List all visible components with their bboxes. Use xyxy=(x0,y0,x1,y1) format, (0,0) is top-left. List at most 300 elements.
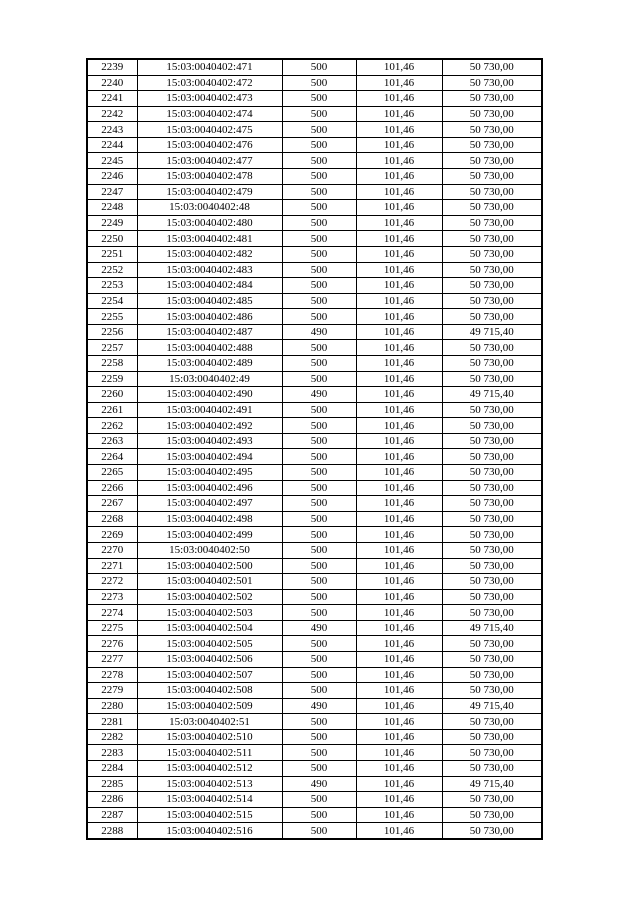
cadastral-number-cell: 15:03:0040402:503 xyxy=(137,605,282,621)
total-cell: 50 730,00 xyxy=(442,355,542,371)
total-cell: 50 730,00 xyxy=(442,651,542,667)
table-row xyxy=(87,807,542,823)
cadastral-number-cell: 15:03:0040402:495 xyxy=(137,465,282,481)
table-row xyxy=(87,231,542,247)
area-cell: 490 xyxy=(282,387,356,403)
cadastral-number-cell: 15:03:0040402:504 xyxy=(137,620,282,636)
area-cell: 500 xyxy=(282,683,356,699)
total-cell: 50 730,00 xyxy=(442,589,542,605)
table-row xyxy=(87,496,542,512)
cadastral-number-cell: 15:03:0040402:487 xyxy=(137,324,282,340)
price-cell: 101,46 xyxy=(356,324,442,340)
price-cell: 101,46 xyxy=(356,293,442,309)
area-cell: 500 xyxy=(282,667,356,683)
price-cell: 101,46 xyxy=(356,278,442,294)
total-cell: 50 730,00 xyxy=(442,106,542,122)
cadastral-number-cell: 15:03:0040402:516 xyxy=(137,823,282,839)
price-cell: 101,46 xyxy=(356,153,442,169)
price-cell: 101,46 xyxy=(356,574,442,590)
total-cell: 50 730,00 xyxy=(442,309,542,325)
row-number-cell: 2262 xyxy=(87,418,137,434)
area-cell: 500 xyxy=(282,340,356,356)
price-cell: 101,46 xyxy=(356,698,442,714)
area-cell: 500 xyxy=(282,449,356,465)
row-number-cell: 2267 xyxy=(87,496,137,512)
total-cell: 50 730,00 xyxy=(442,527,542,543)
total-cell: 50 730,00 xyxy=(442,91,542,107)
total-cell: 50 730,00 xyxy=(442,465,542,481)
cadastral-number-cell: 15:03:0040402:508 xyxy=(137,683,282,699)
total-cell: 50 730,00 xyxy=(442,574,542,590)
total-cell: 50 730,00 xyxy=(442,480,542,496)
cadastral-number-cell: 15:03:0040402:512 xyxy=(137,761,282,777)
cadastral-number-cell: 15:03:0040402:501 xyxy=(137,574,282,590)
area-cell: 500 xyxy=(282,527,356,543)
price-cell: 101,46 xyxy=(356,169,442,185)
row-number-cell: 2249 xyxy=(87,215,137,231)
row-number-cell: 2263 xyxy=(87,433,137,449)
total-cell: 50 730,00 xyxy=(442,278,542,294)
table-row xyxy=(87,714,542,730)
price-cell: 101,46 xyxy=(356,558,442,574)
cadastral-number-cell: 15:03:0040402:483 xyxy=(137,262,282,278)
total-cell: 50 730,00 xyxy=(442,59,542,75)
table-row xyxy=(87,558,542,574)
cadastral-number-cell: 15:03:0040402:51 xyxy=(137,714,282,730)
price-cell: 101,46 xyxy=(356,589,442,605)
area-cell: 500 xyxy=(282,59,356,75)
area-cell: 500 xyxy=(282,75,356,91)
row-number-cell: 2245 xyxy=(87,153,137,169)
cadastral-number-cell: 15:03:0040402:476 xyxy=(137,137,282,153)
cadastral-number-cell: 15:03:0040402:488 xyxy=(137,340,282,356)
area-cell: 500 xyxy=(282,729,356,745)
total-cell: 50 730,00 xyxy=(442,137,542,153)
cadastral-number-cell: 15:03:0040402:484 xyxy=(137,278,282,294)
area-cell: 500 xyxy=(282,200,356,216)
price-cell: 101,46 xyxy=(356,200,442,216)
row-number-cell: 2276 xyxy=(87,636,137,652)
table-row xyxy=(87,246,542,262)
row-number-cell: 2243 xyxy=(87,122,137,138)
price-cell: 101,46 xyxy=(356,480,442,496)
table-row xyxy=(87,761,542,777)
table-row xyxy=(87,745,542,761)
total-cell: 50 730,00 xyxy=(442,200,542,216)
row-number-cell: 2266 xyxy=(87,480,137,496)
total-cell: 49 715,40 xyxy=(442,387,542,403)
total-cell: 50 730,00 xyxy=(442,122,542,138)
price-cell: 101,46 xyxy=(356,807,442,823)
price-cell: 101,46 xyxy=(356,823,442,839)
row-number-cell: 2261 xyxy=(87,402,137,418)
price-cell: 101,46 xyxy=(356,776,442,792)
total-cell: 50 730,00 xyxy=(442,246,542,262)
row-number-cell: 2251 xyxy=(87,246,137,262)
price-cell: 101,46 xyxy=(356,387,442,403)
total-cell: 50 730,00 xyxy=(442,293,542,309)
row-number-cell: 2286 xyxy=(87,792,137,808)
total-cell: 50 730,00 xyxy=(442,636,542,652)
table-row xyxy=(87,418,542,434)
area-cell: 500 xyxy=(282,465,356,481)
table-row xyxy=(87,449,542,465)
area-cell: 500 xyxy=(282,511,356,527)
area-cell: 500 xyxy=(282,651,356,667)
cadastral-number-cell: 15:03:0040402:489 xyxy=(137,355,282,371)
price-cell: 101,46 xyxy=(356,433,442,449)
table-row xyxy=(87,324,542,340)
price-cell: 101,46 xyxy=(356,309,442,325)
cadastral-number-cell: 15:03:0040402:48 xyxy=(137,200,282,216)
price-cell: 101,46 xyxy=(356,449,442,465)
row-number-cell: 2265 xyxy=(87,465,137,481)
cadastral-number-cell: 15:03:0040402:496 xyxy=(137,480,282,496)
row-number-cell: 2284 xyxy=(87,761,137,777)
row-number-cell: 2242 xyxy=(87,106,137,122)
area-cell: 490 xyxy=(282,698,356,714)
table-row xyxy=(87,293,542,309)
row-number-cell: 2270 xyxy=(87,542,137,558)
cadastral-number-cell: 15:03:0040402:471 xyxy=(137,59,282,75)
table-row xyxy=(87,605,542,621)
price-cell: 101,46 xyxy=(356,714,442,730)
price-cell: 101,46 xyxy=(356,729,442,745)
table-body xyxy=(87,59,542,839)
total-cell: 50 730,00 xyxy=(442,761,542,777)
table-row xyxy=(87,636,542,652)
area-cell: 500 xyxy=(282,215,356,231)
cadastral-number-cell: 15:03:0040402:50 xyxy=(137,542,282,558)
area-cell: 500 xyxy=(282,184,356,200)
area-cell: 500 xyxy=(282,636,356,652)
cadastral-number-cell: 15:03:0040402:491 xyxy=(137,402,282,418)
row-number-cell: 2250 xyxy=(87,231,137,247)
price-cell: 101,46 xyxy=(356,231,442,247)
row-number-cell: 2244 xyxy=(87,137,137,153)
cadastral-number-cell: 15:03:0040402:486 xyxy=(137,309,282,325)
area-cell: 500 xyxy=(282,761,356,777)
row-number-cell: 2274 xyxy=(87,605,137,621)
area-cell: 500 xyxy=(282,558,356,574)
total-cell: 49 715,40 xyxy=(442,776,542,792)
table-row xyxy=(87,387,542,403)
area-cell: 490 xyxy=(282,324,356,340)
row-number-cell: 2287 xyxy=(87,807,137,823)
row-number-cell: 2280 xyxy=(87,698,137,714)
total-cell: 50 730,00 xyxy=(442,807,542,823)
cadastral-number-cell: 15:03:0040402:500 xyxy=(137,558,282,574)
cadastral-number-cell: 15:03:0040402:515 xyxy=(137,807,282,823)
area-cell: 500 xyxy=(282,293,356,309)
area-cell: 500 xyxy=(282,605,356,621)
total-cell: 49 715,40 xyxy=(442,698,542,714)
table-row xyxy=(87,75,542,91)
total-cell: 50 730,00 xyxy=(442,683,542,699)
area-cell: 500 xyxy=(282,792,356,808)
total-cell: 50 730,00 xyxy=(442,792,542,808)
cadastral-number-cell: 15:03:0040402:479 xyxy=(137,184,282,200)
area-cell: 500 xyxy=(282,231,356,247)
table-row xyxy=(87,542,542,558)
row-number-cell: 2288 xyxy=(87,823,137,839)
area-cell: 500 xyxy=(282,153,356,169)
table-row xyxy=(87,589,542,605)
area-cell: 500 xyxy=(282,91,356,107)
price-cell: 101,46 xyxy=(356,542,442,558)
row-number-cell: 2285 xyxy=(87,776,137,792)
table-row xyxy=(87,698,542,714)
table-row xyxy=(87,527,542,543)
cadastral-number-cell: 15:03:0040402:507 xyxy=(137,667,282,683)
total-cell: 50 730,00 xyxy=(442,433,542,449)
cadastral-number-cell: 15:03:0040402:477 xyxy=(137,153,282,169)
row-number-cell: 2258 xyxy=(87,355,137,371)
table-row xyxy=(87,184,542,200)
table-row xyxy=(87,278,542,294)
area-cell: 500 xyxy=(282,278,356,294)
total-cell: 50 730,00 xyxy=(442,729,542,745)
cadastral-number-cell: 15:03:0040402:510 xyxy=(137,729,282,745)
price-cell: 101,46 xyxy=(356,59,442,75)
table-row xyxy=(87,480,542,496)
area-cell: 500 xyxy=(282,496,356,512)
area-cell: 500 xyxy=(282,480,356,496)
cadastral-number-cell: 15:03:0040402:511 xyxy=(137,745,282,761)
price-cell: 101,46 xyxy=(356,761,442,777)
row-number-cell: 2269 xyxy=(87,527,137,543)
cadastral-number-cell: 15:03:0040402:499 xyxy=(137,527,282,543)
price-cell: 101,46 xyxy=(356,465,442,481)
price-cell: 101,46 xyxy=(356,122,442,138)
table-row xyxy=(87,823,542,839)
table-row xyxy=(87,59,542,75)
cadastral-number-cell: 15:03:0040402:49 xyxy=(137,371,282,387)
area-cell: 500 xyxy=(282,169,356,185)
row-number-cell: 2248 xyxy=(87,200,137,216)
cadastral-number-cell: 15:03:0040402:485 xyxy=(137,293,282,309)
price-cell: 101,46 xyxy=(356,340,442,356)
row-number-cell: 2252 xyxy=(87,262,137,278)
row-number-cell: 2254 xyxy=(87,293,137,309)
table-row xyxy=(87,355,542,371)
table-row xyxy=(87,792,542,808)
table-row xyxy=(87,340,542,356)
row-number-cell: 2272 xyxy=(87,574,137,590)
table-row xyxy=(87,776,542,792)
table-row xyxy=(87,91,542,107)
total-cell: 50 730,00 xyxy=(442,667,542,683)
row-number-cell: 2281 xyxy=(87,714,137,730)
cadastral-number-cell: 15:03:0040402:502 xyxy=(137,589,282,605)
cadastral-number-cell: 15:03:0040402:478 xyxy=(137,169,282,185)
table-row xyxy=(87,169,542,185)
cadastral-number-cell: 15:03:0040402:472 xyxy=(137,75,282,91)
cadastral-number-cell: 15:03:0040402:490 xyxy=(137,387,282,403)
table-row xyxy=(87,574,542,590)
price-cell: 101,46 xyxy=(356,636,442,652)
price-cell: 101,46 xyxy=(356,371,442,387)
price-cell: 101,46 xyxy=(356,651,442,667)
table-row xyxy=(87,153,542,169)
price-cell: 101,46 xyxy=(356,215,442,231)
total-cell: 50 730,00 xyxy=(442,340,542,356)
price-cell: 101,46 xyxy=(356,745,442,761)
area-cell: 500 xyxy=(282,823,356,839)
total-cell: 50 730,00 xyxy=(442,449,542,465)
total-cell: 50 730,00 xyxy=(442,511,542,527)
cadastral-number-cell: 15:03:0040402:505 xyxy=(137,636,282,652)
price-cell: 101,46 xyxy=(356,620,442,636)
row-number-cell: 2241 xyxy=(87,91,137,107)
table-row xyxy=(87,122,542,138)
row-number-cell: 2277 xyxy=(87,651,137,667)
total-cell: 50 730,00 xyxy=(442,75,542,91)
price-cell: 101,46 xyxy=(356,137,442,153)
area-cell: 500 xyxy=(282,262,356,278)
price-cell: 101,46 xyxy=(356,792,442,808)
table-row xyxy=(87,402,542,418)
area-cell: 500 xyxy=(282,745,356,761)
area-cell: 500 xyxy=(282,574,356,590)
cadastral-number-cell: 15:03:0040402:509 xyxy=(137,698,282,714)
total-cell: 50 730,00 xyxy=(442,558,542,574)
total-cell: 50 730,00 xyxy=(442,231,542,247)
total-cell: 50 730,00 xyxy=(442,153,542,169)
area-cell: 500 xyxy=(282,122,356,138)
total-cell: 50 730,00 xyxy=(442,184,542,200)
table-row xyxy=(87,262,542,278)
total-cell: 50 730,00 xyxy=(442,745,542,761)
table-row xyxy=(87,667,542,683)
price-cell: 101,46 xyxy=(356,496,442,512)
cadastral-number-cell: 15:03:0040402:492 xyxy=(137,418,282,434)
area-cell: 500 xyxy=(282,589,356,605)
area-cell: 500 xyxy=(282,807,356,823)
table-row xyxy=(87,620,542,636)
price-cell: 101,46 xyxy=(356,355,442,371)
table-row xyxy=(87,371,542,387)
table-row xyxy=(87,200,542,216)
row-number-cell: 2246 xyxy=(87,169,137,185)
row-number-cell: 2268 xyxy=(87,511,137,527)
table-row xyxy=(87,433,542,449)
total-cell: 50 730,00 xyxy=(442,169,542,185)
row-number-cell: 2278 xyxy=(87,667,137,683)
row-number-cell: 2282 xyxy=(87,729,137,745)
cadastral-number-cell: 15:03:0040402:474 xyxy=(137,106,282,122)
price-cell: 101,46 xyxy=(356,262,442,278)
table-row xyxy=(87,465,542,481)
price-cell: 101,46 xyxy=(356,106,442,122)
cadastral-number-cell: 15:03:0040402:498 xyxy=(137,511,282,527)
area-cell: 500 xyxy=(282,402,356,418)
price-cell: 101,46 xyxy=(356,683,442,699)
total-cell: 50 730,00 xyxy=(442,402,542,418)
table-row xyxy=(87,137,542,153)
total-cell: 50 730,00 xyxy=(442,823,542,839)
area-cell: 500 xyxy=(282,246,356,262)
total-cell: 50 730,00 xyxy=(442,542,542,558)
area-cell: 500 xyxy=(282,355,356,371)
row-number-cell: 2260 xyxy=(87,387,137,403)
cadastral-number-cell: 15:03:0040402:482 xyxy=(137,246,282,262)
row-number-cell: 2247 xyxy=(87,184,137,200)
area-cell: 500 xyxy=(282,106,356,122)
table-row xyxy=(87,729,542,745)
price-cell: 101,46 xyxy=(356,184,442,200)
cadastral-number-cell: 15:03:0040402:473 xyxy=(137,91,282,107)
cadastral-number-cell: 15:03:0040402:480 xyxy=(137,215,282,231)
total-cell: 50 730,00 xyxy=(442,262,542,278)
row-number-cell: 2279 xyxy=(87,683,137,699)
area-cell: 500 xyxy=(282,433,356,449)
price-cell: 101,46 xyxy=(356,667,442,683)
row-number-cell: 2264 xyxy=(87,449,137,465)
area-cell: 490 xyxy=(282,776,356,792)
area-cell: 500 xyxy=(282,714,356,730)
table-row xyxy=(87,511,542,527)
table-row xyxy=(87,215,542,231)
row-number-cell: 2257 xyxy=(87,340,137,356)
table-row xyxy=(87,106,542,122)
total-cell: 50 730,00 xyxy=(442,215,542,231)
cadastral-number-cell: 15:03:0040402:493 xyxy=(137,433,282,449)
row-number-cell: 2283 xyxy=(87,745,137,761)
row-number-cell: 2275 xyxy=(87,620,137,636)
total-cell: 50 730,00 xyxy=(442,714,542,730)
row-number-cell: 2253 xyxy=(87,278,137,294)
total-cell: 50 730,00 xyxy=(442,496,542,512)
price-cell: 101,46 xyxy=(356,75,442,91)
cadastral-number-cell: 15:03:0040402:514 xyxy=(137,792,282,808)
row-number-cell: 2256 xyxy=(87,324,137,340)
price-cell: 101,46 xyxy=(356,246,442,262)
area-cell: 500 xyxy=(282,371,356,387)
land-parcel-table xyxy=(86,58,543,840)
price-cell: 101,46 xyxy=(356,418,442,434)
cadastral-number-cell: 15:03:0040402:497 xyxy=(137,496,282,512)
table-row xyxy=(87,651,542,667)
row-number-cell: 2240 xyxy=(87,75,137,91)
total-cell: 50 730,00 xyxy=(442,605,542,621)
row-number-cell: 2259 xyxy=(87,371,137,387)
area-cell: 500 xyxy=(282,542,356,558)
price-cell: 101,46 xyxy=(356,527,442,543)
cadastral-number-cell: 15:03:0040402:481 xyxy=(137,231,282,247)
table-row xyxy=(87,683,542,699)
price-cell: 101,46 xyxy=(356,402,442,418)
row-number-cell: 2271 xyxy=(87,558,137,574)
total-cell: 50 730,00 xyxy=(442,418,542,434)
row-number-cell: 2255 xyxy=(87,309,137,325)
price-cell: 101,46 xyxy=(356,605,442,621)
total-cell: 49 715,40 xyxy=(442,620,542,636)
area-cell: 490 xyxy=(282,620,356,636)
total-cell: 50 730,00 xyxy=(442,371,542,387)
table-row xyxy=(87,309,542,325)
cadastral-number-cell: 15:03:0040402:494 xyxy=(137,449,282,465)
row-number-cell: 2273 xyxy=(87,589,137,605)
area-cell: 500 xyxy=(282,418,356,434)
row-number-cell: 2239 xyxy=(87,59,137,75)
area-cell: 500 xyxy=(282,137,356,153)
cadastral-number-cell: 15:03:0040402:513 xyxy=(137,776,282,792)
price-cell: 101,46 xyxy=(356,511,442,527)
area-cell: 500 xyxy=(282,309,356,325)
total-cell: 49 715,40 xyxy=(442,324,542,340)
price-cell: 101,46 xyxy=(356,91,442,107)
